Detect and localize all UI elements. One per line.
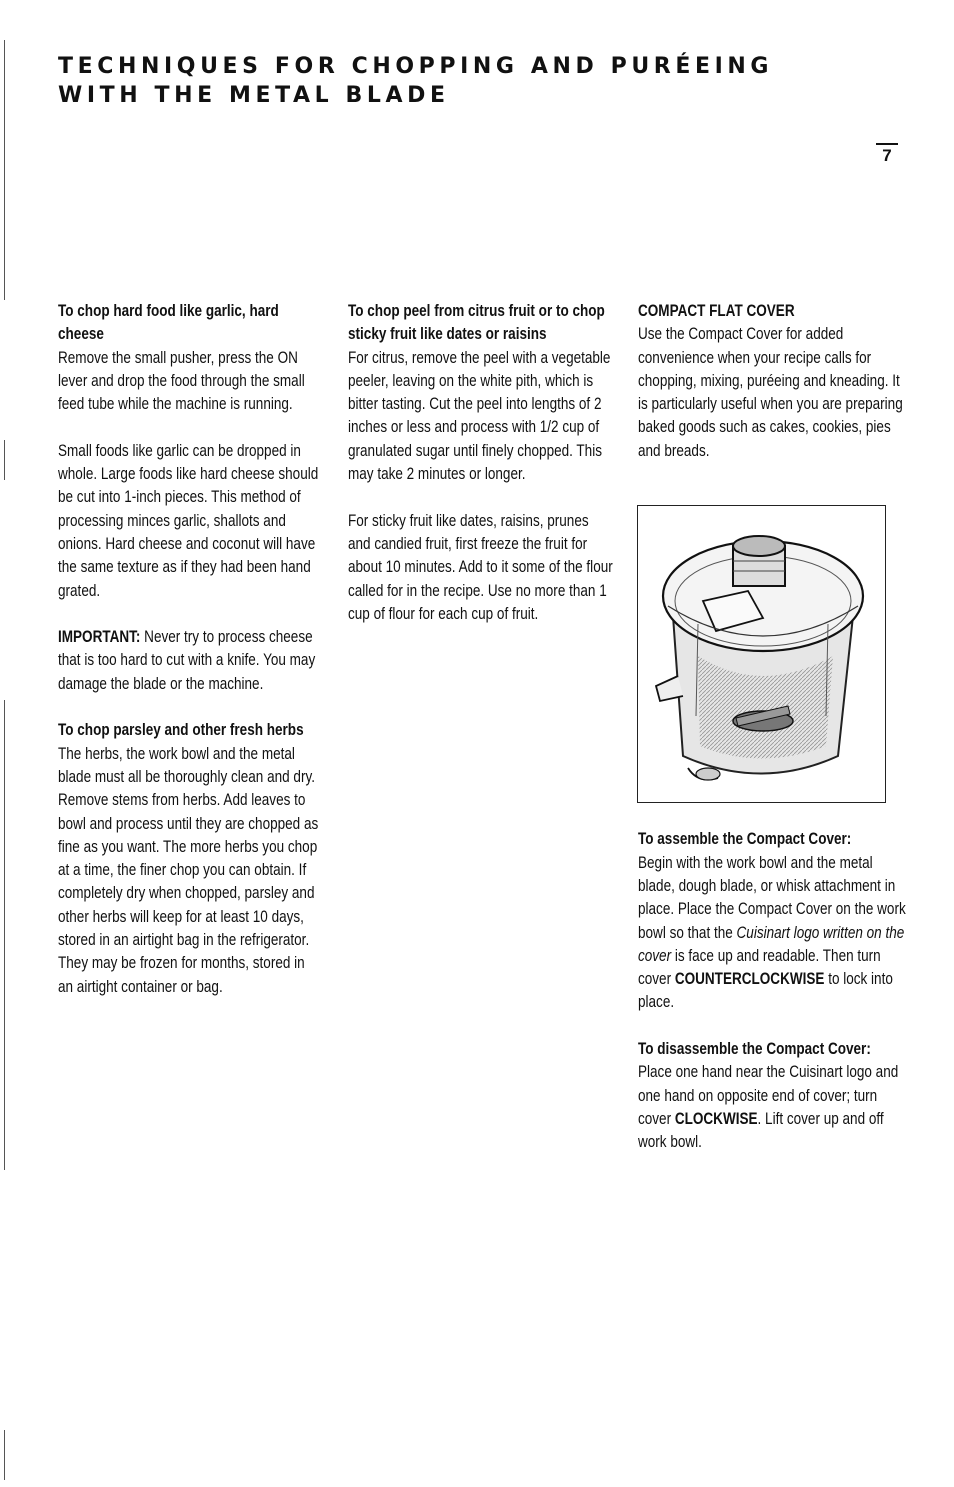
scan-edge-line <box>4 440 5 480</box>
important-text: Never try to process cheese that is too hard to cut with a knife. You may damage the blade or the machine. <box>58 628 316 693</box>
paragraph-sticky-fruit: For sticky fruit like dates, raisins, prunes and candied fruit, first freeze the fruit for about 10 minutes. Add to it some of the flour called for in the recipe. Use no more than 1 cup of flour for each cup of fruit. <box>348 511 613 623</box>
section-heading: To chop parsley and other fresh herbs <box>58 721 304 740</box>
section-assemble <box>638 828 909 1014</box>
assemble-text-a: Begin with the work bowl and the metal blade, dough blade, or whisk attachment in place. Place the Compact Cover on the work bowl so that the <box>638 853 906 942</box>
page-title <box>58 52 773 110</box>
section-text <box>638 852 909 1015</box>
section-heading: To chop hard food like garlic, hard cheese <box>58 302 279 344</box>
section-heading: COMPACT FLAT COVER <box>638 302 795 320</box>
column-middle <box>348 300 615 649</box>
scan-edge-line <box>4 40 5 300</box>
disassemble-text-b: . Lift cover up and off work bowl. <box>638 1109 884 1152</box>
assemble-text-b: is face up and readable. Then turn cover <box>638 946 881 989</box>
section-citrus <box>348 300 615 486</box>
scan-edge-line <box>4 700 5 1170</box>
assemble-italic: Cuisinart logo written on the cover <box>638 923 905 965</box>
assemble-text-c: to lock into place. <box>638 970 893 1012</box>
title-line-2: WITH THE METAL BLADE <box>58 83 450 108</box>
section-text: Remove the small pusher, press the ON lever and drop the food through the small feed tube while the machine is running. <box>58 348 305 414</box>
section-disassemble <box>638 1038 909 1154</box>
important-label: IMPORTANT: <box>58 628 141 647</box>
section-compact-cover <box>638 300 909 463</box>
paragraph-important <box>58 626 319 696</box>
column-left <box>58 300 319 1022</box>
section-heading: To chop peel from citrus fruit or to chop sticky fruit like dates or raisins <box>348 302 605 344</box>
section-text <box>638 1061 909 1154</box>
section-parsley <box>58 719 319 999</box>
section-text: For citrus, remove the peel with a vegetable peeler, leaving on the white pith, which is bitter tasting. Cut the peel into lengths of 2 inches or less and process with 1/2 cup of granulated sugar until finely chopped. This may take 2 minutes or longer. <box>348 348 611 484</box>
compact-cover-illustration <box>637 505 886 803</box>
page-number: 7 <box>876 143 898 166</box>
section-hard-food <box>58 300 319 416</box>
section-heading: To assemble the Compact Cover: <box>638 830 852 849</box>
paragraph-small-foods: Small foods like garlic can be dropped in whole. Large foods like hard cheese should be cut into 1-inch pieces. This method of processing minces garlic, shallots and onions. Hard cheese and coconut will have the same texture as if they had been hand grated. <box>58 441 319 600</box>
scan-edge-line <box>4 1430 5 1480</box>
section-heading: To disassemble the Compact Cover: <box>638 1040 871 1059</box>
disassemble-bold: CLOCKWISE <box>674 1109 758 1128</box>
section-text: Use the Compact Cover for added convenience when your recipe calls for chopping, mixing, puréeing and kneading. It is particularly useful when you are preparing baked goods such as cakes, cookies, pies and breads. <box>638 325 903 460</box>
assemble-bold: COUNTERCLOCKWISE <box>674 970 825 989</box>
section-text: The herbs, the work bowl and the metal blade must all be thoroughly clean and dry. Remove stems from herbs. Add leaves to bowl and process until they are chopped as fine as you want. The more herbs you chop at a time, the finer chop you can obtain. If completely dry when chopped, parsley and other herbs will keep for at least 10 days, stored in an airtight bag in the refrigerator. They may be frozen for months, stored in an airtight container or bag. <box>58 744 319 996</box>
title-line-1: TECHNIQUES FOR CHOPPING AND PURÉEING <box>58 54 774 79</box>
disassemble-text-a: Place one hand near the Cuisinart logo and one hand on opposite end of cover; turn cover <box>638 1063 899 1128</box>
food-processor-drawing <box>638 506 885 802</box>
